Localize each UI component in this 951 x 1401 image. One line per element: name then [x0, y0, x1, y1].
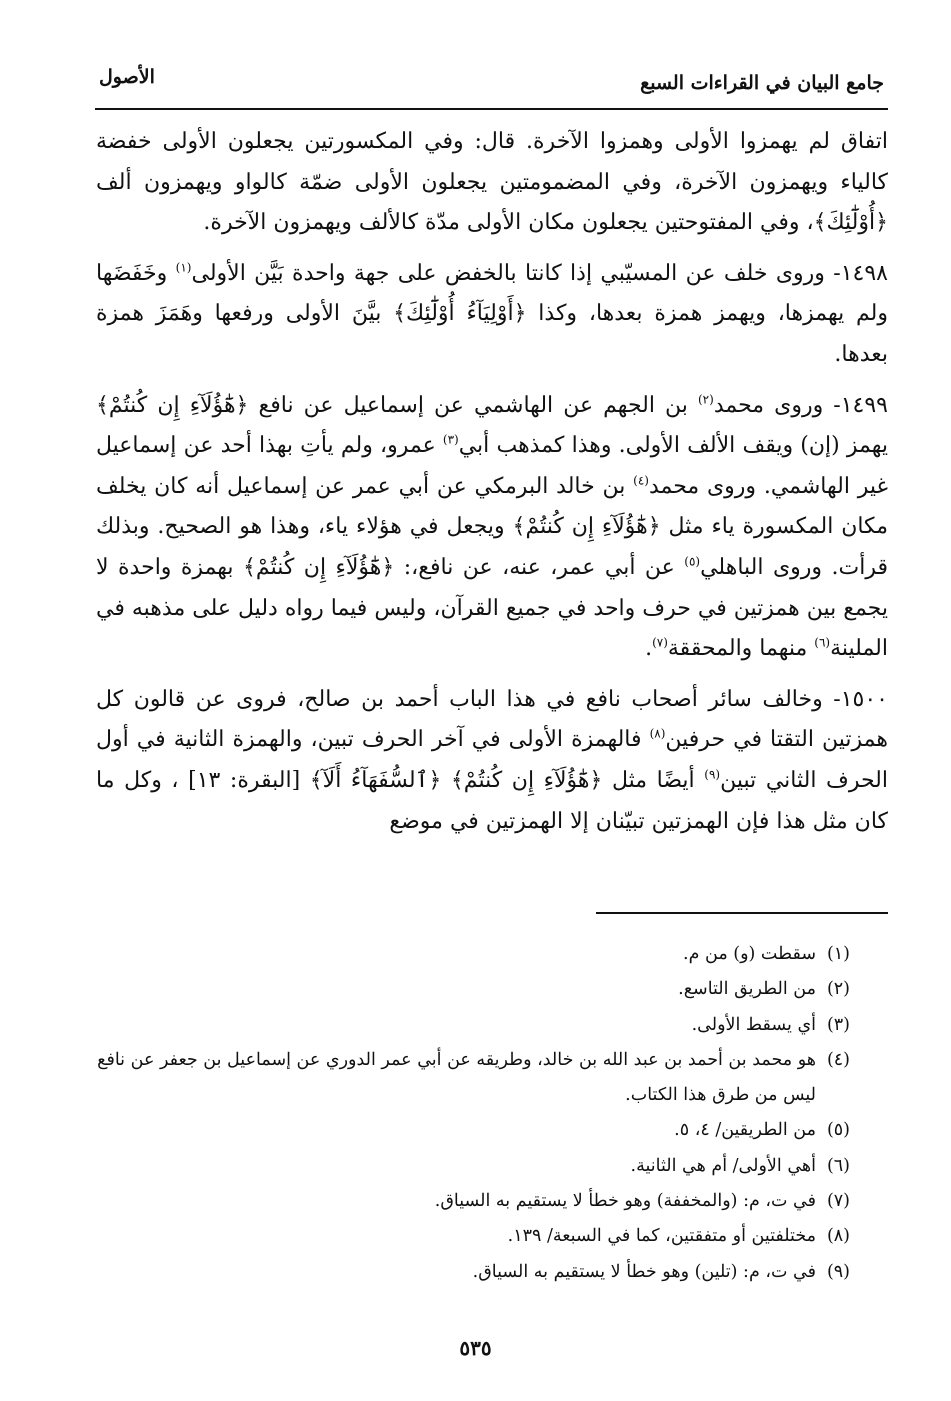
paragraph — [96, 254, 888, 376]
text-run: منهما والمحققة — [667, 636, 815, 662]
footnote-marker: (٣) — [442, 432, 459, 447]
text-run: اتفاق لم يهمزوا الأولى وهمزوا الآخرة. قال: وفي المكسورتين يجعلون الأولى خفضة كالياء ويهمزون الآخرة، وفي المضمومتين يجعلون الأولى ضمّة كالواو ويهمزون ألف ﴿أُوْلَٰٓئِكَ﴾، وفي المفتوحتين يجعلون مكان الأولى مدّة كالألف ويهمزون الآخرة. — [96, 129, 888, 236]
footnote-item — [86, 1219, 850, 1254]
footnote-text: سقطت (و) من م. — [683, 944, 816, 964]
footnote-marker: (٢) — [697, 392, 714, 407]
text-run: عمرو، ولم يأتِ بهذا أحد عن إسماعيل غير الهاشمي. وروى محمد — [96, 433, 889, 499]
footnote-item — [86, 937, 850, 972]
footnote-number: (١) — [826, 944, 850, 964]
footnote-marker: (١) — [175, 260, 192, 275]
text-run: وخَفَضَها ولم يهمزها، ويهمز همزة بعدها، وكذا ﴿أَوْلِيَآءُ أُوْلَٰٓئِكَ﴾ بيَّنَ الأولى ورفعها وهَمَزَ همزة بعدها. — [96, 260, 888, 367]
footnote-text: مختلفتين أو متفقتين، كما في السبعة/ ١٣٩. — [507, 1226, 816, 1247]
footnote-marker: (٥) — [684, 554, 701, 569]
footnote-number: (٣) — [826, 1014, 850, 1035]
footnote-text: في ت، م: (تلين) وهو خطأ لا يستقيم به السياق. — [472, 1261, 816, 1282]
running-header — [95, 60, 888, 110]
text-run: فالهمزة الأولى في آخر الحرف تبين، والهمزة الثانية في أول الحرف الثاني تبين — [96, 727, 888, 793]
text-run: بن الجهم عن الهاشمي عن إسماعيل عن نافع ﴿هَٰٓؤُلَآءِ إِن كُنتُمْ﴾ يهمز (إن) ويقف الألف الأولى. وهذا كمذهب أبي — [96, 392, 888, 459]
text-run: بن خالد البرمكي عن أبي عمر عن إسماعيل أنه كان يخلف مكان المكسورة ياء مثل ﴿هَٰٓؤُلَآءِ إِن كُنتُمْ﴾ ويجعل في هؤلاء ياء، وهذا هو الصحيح. وبذلك قرأت. وروى الباهلي — [96, 473, 888, 580]
footnote-number: (٦) — [826, 1155, 850, 1176]
text-run: . — [645, 636, 653, 662]
footnote-number: (٨) — [826, 1226, 850, 1247]
footnote-marker: (٦) — [814, 635, 831, 650]
footnote-number: (٥) — [826, 1120, 850, 1141]
footnote-text: في ت، م: (والمخففة) وهو خطأ لا يستقيم به السياق. — [434, 1191, 816, 1212]
footnote-text: من الطريقين/ ٤، ٥. — [674, 1120, 816, 1141]
footnote-divider — [596, 912, 888, 914]
footnote-marker: (٨) — [649, 726, 666, 741]
book-title: جامع البيان في القراءات السبع — [640, 72, 884, 94]
footnote-number: (٩) — [826, 1261, 850, 1282]
footnote-text: أهي الأولى/ أم هي الثانية. — [630, 1155, 816, 1176]
page-number: ٥٣٥ — [459, 1336, 492, 1360]
footnote-text: من الطريق التاسع. — [678, 979, 816, 1000]
footnote-marker: (٤) — [633, 473, 649, 488]
footnote-item — [86, 1113, 850, 1148]
footnotes — [86, 937, 850, 1290]
footnote-text: أي يسقط الأولى. — [691, 1014, 816, 1035]
footnote-number: (٢) — [826, 979, 850, 1000]
text-run: ١٤٩٨- وروى خلف عن المسيّبي إذا كانتا بالخفض على جهة واحدة بَيَّن الأولى — [191, 260, 888, 286]
paragraph — [96, 386, 888, 670]
text-run: عن أبي عمر، عنه، عن نافع،: ﴿هَٰٓؤُلَآءِ إِن كُنتُمْ﴾ بهمزة واحدة لا يجمع بين همزتين في حرف واحد في جميع القرآن، وليس فيما رواه دليل على مذهبه في الملينة — [96, 554, 888, 662]
footnote-item — [86, 972, 850, 1007]
text-run: ١٥٠٠- وخالف سائر أصحاب نافع في هذا الباب أحمد بن صالح، فروى عن قالون كل همزتين التقتا في حرفين — [96, 686, 888, 753]
footnote-item — [86, 1184, 850, 1219]
footnote-item — [86, 1149, 850, 1184]
footnote-item — [86, 1008, 850, 1043]
text-run: ١٤٩٩- وروى محمد — [713, 392, 888, 418]
section-title: الأصول — [99, 66, 155, 88]
text-run: أيضًا مثل ﴿هَٰٓؤُلَآءِ إِن كُنتُمْ﴾ ﴿ٱلسُّفَهَآءُ أَلَآ﴾ [البقرة: ١٣] ، وكل ما كان مثل هذا فإن الهمزتين تبيّنان إلا الهمزتين في موضع — [96, 767, 888, 834]
footnote-number: (٤) — [826, 1049, 850, 1070]
footnote-item — [86, 1043, 850, 1114]
footnote-marker: (٧) — [652, 635, 668, 650]
footnote-marker: (٩) — [704, 767, 721, 782]
paragraph — [96, 122, 888, 244]
footnote-item — [86, 1255, 850, 1290]
main-text — [96, 122, 888, 852]
footnote-text: هو محمد بن أحمد بن عبد الله بن خالد، وطريقه عن أبي عمر الدوري عن إسماعيل بن جعفر عن نافع ليس من طرق هذا الكتاب. — [97, 1049, 816, 1106]
paragraph — [96, 680, 888, 842]
footnote-number: (٧) — [826, 1191, 850, 1212]
